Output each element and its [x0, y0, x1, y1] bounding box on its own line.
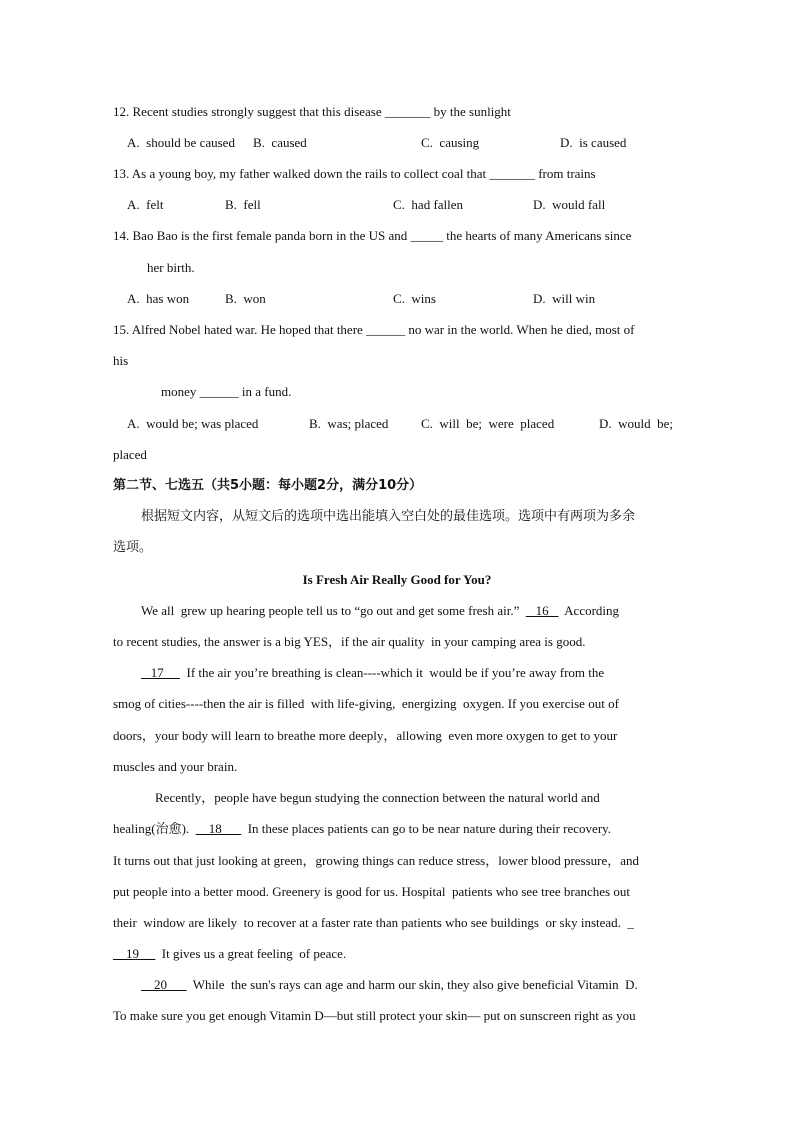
blank-19: __19 __ — [113, 946, 156, 961]
q15-option-d-continued: placed — [113, 447, 147, 462]
q14-stem-continued: her birth. — [147, 260, 195, 275]
q14-blank: _____ — [410, 228, 443, 243]
q13-option-d: D. would fall — [533, 197, 606, 212]
section-instruction: 根据短文内容，从短文后的选项中选出能填入空白处的最佳选项。选项中有两项为多余 — [141, 509, 636, 524]
q15-option-c: C. will be; were placed — [421, 416, 555, 431]
q14-option-b: B. won — [225, 291, 266, 306]
passage-p2-line3: doors，your body will learn to breathe more deeply，allowing even more oxygen to get to your — [113, 728, 618, 743]
q15-option-d: D. would be; — [599, 416, 674, 431]
q12-option-a: A. should be caused — [127, 135, 235, 150]
q15-stem-line3 — [161, 384, 291, 400]
q15-stem-b: no war in the world. When he died, most of — [405, 322, 635, 337]
p4-text-a: While the sun's rays can age and harm our skin, they also give beneficial Vitamin D. — [186, 977, 638, 992]
blank-20: 20 — [141, 977, 187, 992]
q15-stem-a: 15. Alfred Nobel hated war. He hoped that there — [113, 322, 367, 337]
passage-title: Is Fresh Air Really Good for You? — [302, 572, 492, 587]
p3-text-c: It gives us a great feeling of peace. — [155, 946, 347, 961]
q15-stem-d2: in a fund. — [238, 384, 292, 399]
q14-option-d: D. will win — [533, 291, 596, 306]
q12-option-b: B. caused — [253, 135, 307, 150]
q13-blank: _______ — [489, 166, 535, 181]
p2-text-a: If the air you’re breathing is clean----which it would be if you’re away from the — [180, 665, 605, 680]
passage-p2-line1 — [141, 665, 604, 681]
q12-stem-b: by the sunlight — [430, 104, 511, 119]
p1-text-a: We all grew up hearing people tell us to “go out and get some fresh air.” — [141, 603, 526, 618]
passage-p3-line2 — [113, 821, 611, 837]
blank-18: 18 — [195, 821, 242, 836]
question-13-stem — [113, 166, 596, 182]
q12-stem-a: 12. Recent studies strongly suggest that this disease — [113, 104, 385, 119]
p3-text-b: In these places patients can go to be near nature during their recovery. — [241, 821, 612, 836]
q13-option-a: A. felt — [127, 197, 164, 212]
passage-p2-line4: muscles and your brain. — [113, 759, 238, 774]
q13-option-b: B. fell — [225, 197, 261, 212]
p1-text-b: According — [558, 603, 620, 618]
passage-p3-line5: their window are likely to recover at a faster rate than patients who see buildings or sky instead. _ — [113, 915, 634, 930]
q12-option-d: D. is caused — [560, 135, 627, 150]
passage-p3-line6 — [113, 946, 346, 962]
passage-p2-line2: smog of cities----then the air is filled with life-giving, energizing oxygen. If you exercise out of — [113, 696, 619, 711]
question-14-stem — [113, 228, 631, 244]
q15-stem-d1: money — [161, 384, 200, 399]
q13-stem-b: from trains — [534, 166, 596, 181]
question-15-stem — [113, 322, 634, 338]
section-instruction-continued: 选项。 — [113, 540, 153, 555]
passage-p4-line2: To make sure you get enough Vitamin D—but still protect your skin— put on sunscreen right as you — [113, 1008, 636, 1023]
q12-blank: _______ — [384, 104, 431, 119]
q15-option-b: B. was; placed — [309, 416, 389, 431]
passage-p3-line4: put people into a better mood. Greenery is good for us. Hospital patients who see tree branches out — [113, 884, 630, 899]
blank-17: 17 — [141, 665, 180, 680]
passage-p1-line2: to recent studies, the answer is a big YES，if the air quality in your camping area is good. — [113, 634, 586, 649]
q15-option-a: A. would be; was placed — [127, 416, 259, 431]
q15-blank-2: ______ — [199, 384, 239, 399]
passage-p4-line1 — [141, 977, 638, 993]
passage-p1-line1 — [141, 603, 619, 619]
blank-16: _ 16 _ — [525, 603, 559, 618]
question-12-stem — [113, 104, 511, 120]
q12-option-c: C. causing — [421, 135, 480, 150]
q14-option-c: C. wins — [393, 291, 436, 306]
q15-stem-continued: his — [113, 353, 129, 368]
q14-option-a: A. has won — [127, 291, 190, 306]
q14-stem-a: 14. Bao Bao is the first female panda born in the US and — [113, 228, 411, 243]
passage-p3-line1: Recently，people have begun studying the connection between the natural world and — [155, 790, 600, 805]
q15-blank: ______ — [366, 322, 406, 337]
passage-p3-line3: It turns out that just looking at green，growing things can reduce stress，lower blood pressure，and — [113, 853, 640, 868]
p3-text-a: healing(治愈). — [113, 821, 196, 836]
q13-option-c: C. had fallen — [393, 197, 464, 212]
q14-stem-b: the hearts of many Americans since — [443, 228, 632, 243]
q13-stem-a: 13. As a young boy, my father walked down the rails to collect coal that — [113, 166, 490, 181]
section-heading: 第二节、七选五（共5小题：每小题2分，满分10分） — [113, 478, 423, 493]
